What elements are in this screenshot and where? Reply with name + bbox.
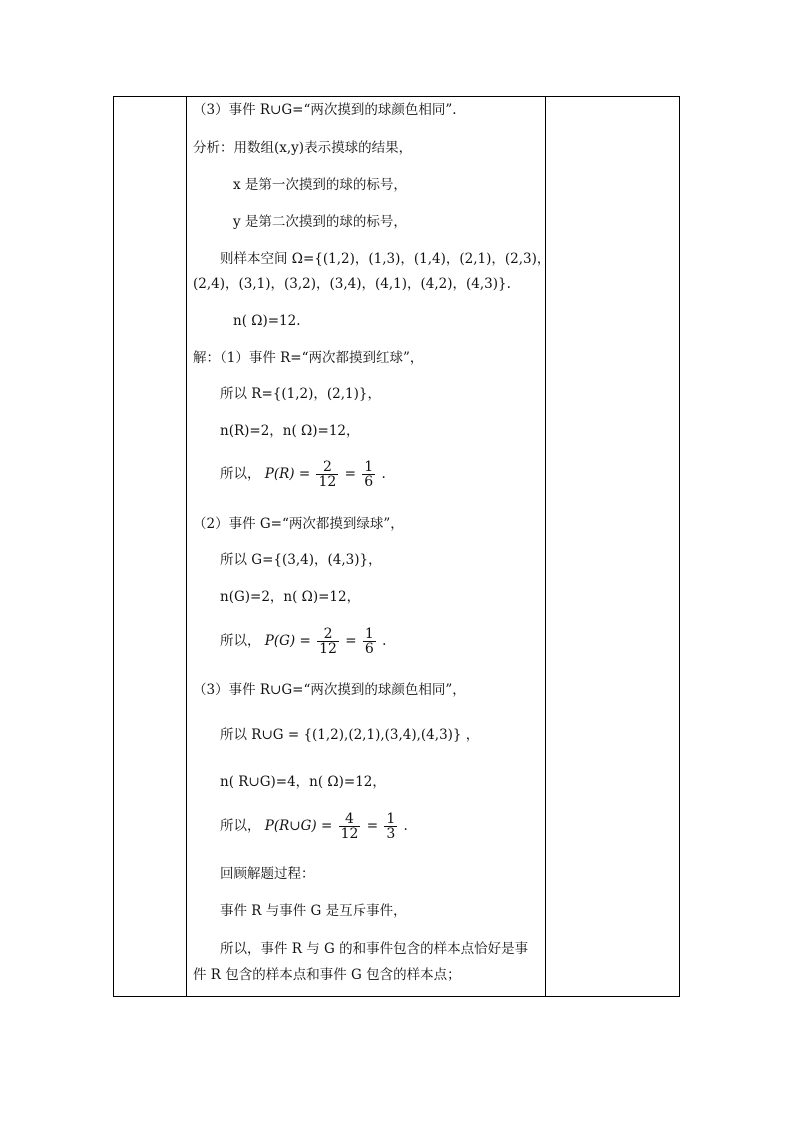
column-divider-right: [545, 97, 546, 996]
fraction-numerator: 1: [364, 626, 374, 642]
text-line-23: 件 R 包含的样本点和事件 G 包含的样本点；: [193, 967, 461, 983]
period: .: [403, 818, 408, 834]
text-line-16: （3）事件 R∪G=“两次摸到的球颜色相同”，: [193, 682, 466, 698]
formula-prefix: 所以，: [220, 818, 261, 834]
fraction-1-6: [363, 627, 376, 656]
text-line-12: （2）事件 G=“两次都摸到绿球”，: [193, 516, 404, 532]
text-line-13: 所以 G={(3,4)，(4,3)}，: [220, 552, 382, 568]
fraction-denominator: 6: [364, 474, 374, 490]
fraction-1-3: [384, 812, 397, 841]
text-line-5: 则样本空间 Ω={(1,2)，(1,3)，(1,4)，(2,1)，(2,3)，: [220, 251, 551, 267]
equals-sign: =: [344, 466, 356, 482]
fraction-numerator: 2: [322, 459, 332, 475]
fraction-denominator: 3: [386, 826, 396, 842]
formula-prefix: 所以，: [220, 633, 261, 649]
text-line-10: n(R)=2，n( Ω)=12，: [220, 423, 360, 439]
fraction-numerator: 1: [364, 459, 374, 475]
text-line-8: 解：（1）事件 R=“两次都摸到红球”，: [193, 350, 424, 366]
fraction-numerator: 1: [386, 811, 396, 827]
text-line-3: x 是第一次摸到的球的标号，: [233, 177, 407, 193]
formula-prefix: 所以，: [220, 466, 261, 482]
fraction-denominator: 6: [364, 641, 374, 657]
text-line-1: （3）事件 R∪G=“两次摸到的球颜色相同”.: [193, 102, 457, 118]
fraction-denominator: 12: [318, 474, 337, 490]
column-divider-left: [186, 97, 187, 996]
text-line-22: 所以，事件 R 与 G 的和事件包含的样本点恰好是事: [220, 941, 529, 957]
text-line-7: n( Ω)=12.: [233, 313, 301, 329]
formula-lhs: P(R) =: [264, 466, 311, 482]
equals-sign: =: [366, 818, 379, 834]
formula-lhs: P(G) =: [264, 633, 311, 649]
text-line-2: 分析：用数组(x,y)表示摸球的结果，: [193, 140, 413, 156]
formula-p-r: [220, 460, 386, 489]
fraction-1-6: [362, 460, 375, 489]
equals-sign: =: [345, 633, 357, 649]
text-line-14: n(G)=2，n( Ω)=12，: [220, 589, 361, 605]
text-line-21: 事件 R 与事件 G 是互斥事件，: [220, 903, 407, 919]
text-line-17: 所以 R∪G = {(1,2),(2,1),(3,4),(4,3)} ，: [220, 727, 480, 743]
period: .: [382, 633, 387, 649]
formula-lhs: P(R∪G) =: [264, 818, 333, 834]
formula-p-rug: [220, 812, 408, 841]
fraction-denominator: 12: [319, 641, 337, 657]
text-line-20: 回顾解题过程：: [220, 866, 315, 882]
text-line-9: 所以 R={(1,2)，(2,1)}，: [220, 386, 381, 402]
text-line-18: n( R∪G)=4，n( Ω)=12，: [220, 774, 386, 790]
fraction-2-12: [316, 460, 338, 489]
fraction-2-12: [317, 627, 339, 656]
text-line-4: y 是第二次摸到的球的标号，: [233, 214, 407, 230]
fraction-denominator: 12: [340, 826, 359, 842]
fraction-numerator: 4: [345, 811, 354, 827]
formula-p-g: [220, 627, 386, 656]
period: .: [381, 466, 386, 482]
text-line-6: (2,4)，(3,1)，(3,2)，(3,4)，(4,1)，(4,2)，(4,3)}.: [193, 276, 511, 292]
table-frame: [113, 96, 680, 997]
fraction-4-12: [339, 812, 361, 841]
fraction-numerator: 2: [323, 626, 333, 642]
